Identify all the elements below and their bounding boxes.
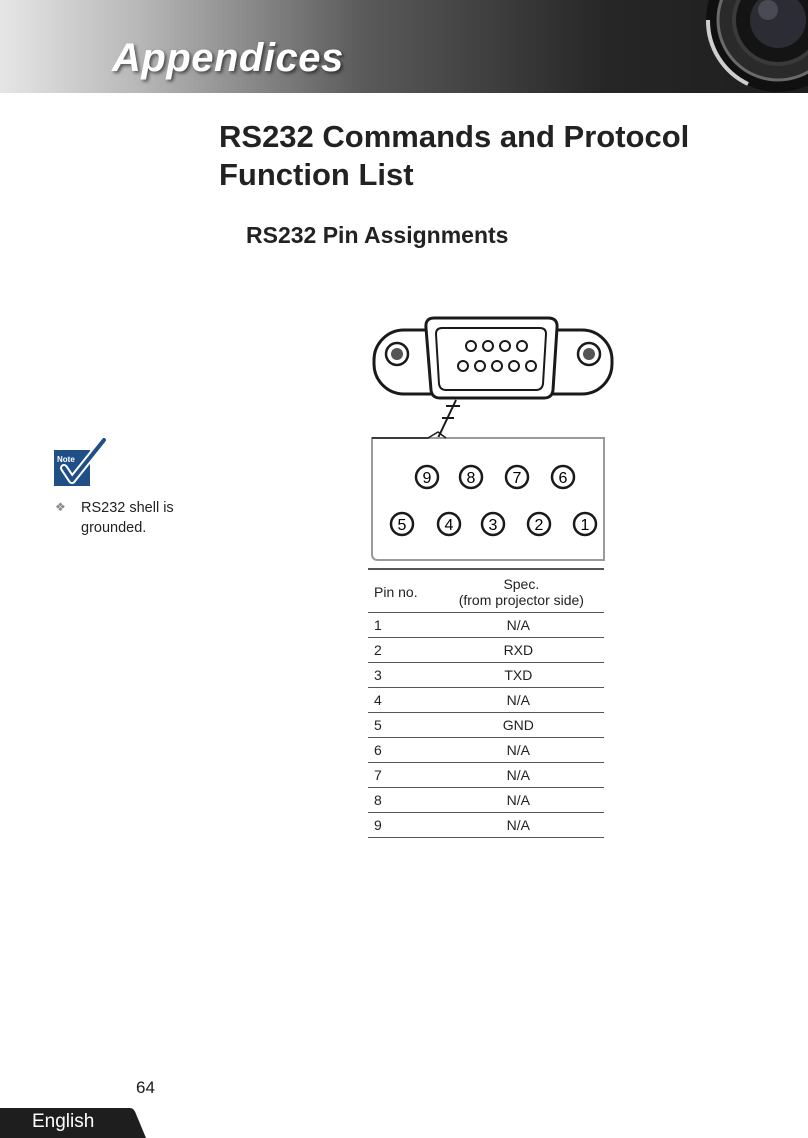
screw-right-hole [583,348,595,360]
header-spec-line1: Spec. [503,576,540,592]
small-pin [483,341,493,351]
small-pin [500,341,510,351]
pin-label-7: 7 [512,470,522,487]
table-row [368,763,604,788]
small-pin [509,361,519,371]
note-text: RS232 shell is grounded. [81,500,174,536]
cell-pin: 6 [368,738,433,763]
projector-lens-icon [668,0,808,93]
small-pin [475,361,485,371]
pin-label-9: 9 [422,470,432,487]
pin-label-6: 6 [558,470,568,487]
pin-assignment-table [368,568,604,838]
cell-spec: N/A [433,813,604,838]
small-pin [466,341,476,351]
db9-connector-diagram [368,310,618,565]
cell-spec: N/A [433,613,604,638]
header-banner [0,0,808,93]
table-row [368,638,604,663]
table-row [368,613,604,638]
small-pin [526,361,536,371]
table-header-row [368,569,604,613]
pin-detail-box [372,438,604,560]
table-row [368,663,604,688]
header-spec-line2: (from projector side) [458,592,584,608]
table-row [368,738,604,763]
connector-inner [436,328,546,390]
note-icon [52,438,108,490]
pin-label-1: 1 [580,517,590,534]
cell-pin: 9 [368,813,433,838]
cell-spec: GND [433,713,604,738]
cell-pin: 7 [368,763,433,788]
pin-label-2: 2 [534,517,544,534]
cell-spec: N/A [433,738,604,763]
pin-label-4: 4 [444,517,454,534]
table-row [368,813,604,838]
small-pin [492,361,502,371]
cell-spec: RXD [433,638,604,663]
footer-language: English [32,1111,95,1132]
page-title: RS232 Commands and Protocol Function List [219,119,690,192]
bullet-icon: ❖ [55,500,66,514]
table-row [368,713,604,738]
cell-pin: 2 [368,638,433,663]
cell-pin: 5 [368,713,433,738]
screw-left-hole [391,348,403,360]
table-row [368,788,604,813]
table-row [368,688,604,713]
note-icon-label: Note [57,455,75,464]
cell-spec: N/A [433,788,604,813]
cell-spec: N/A [433,688,604,713]
cell-pin: 4 [368,688,433,713]
small-pin [458,361,468,371]
section-subtitle: RS232 Pin Assignments [246,222,509,248]
pin-label-8: 8 [466,470,476,487]
header-title: Appendices [112,36,344,80]
pin-label-5: 5 [397,517,407,534]
cell-spec: N/A [433,763,604,788]
cell-pin: 8 [368,788,433,813]
header-spec [433,569,604,613]
small-pin [517,341,527,351]
cell-spec: TXD [433,663,604,688]
page-number: 64 [136,1078,155,1097]
pin-label-3: 3 [488,517,498,534]
cell-pin: 3 [368,663,433,688]
header-pin-no: Pin no. [368,569,433,613]
cell-pin: 1 [368,613,433,638]
